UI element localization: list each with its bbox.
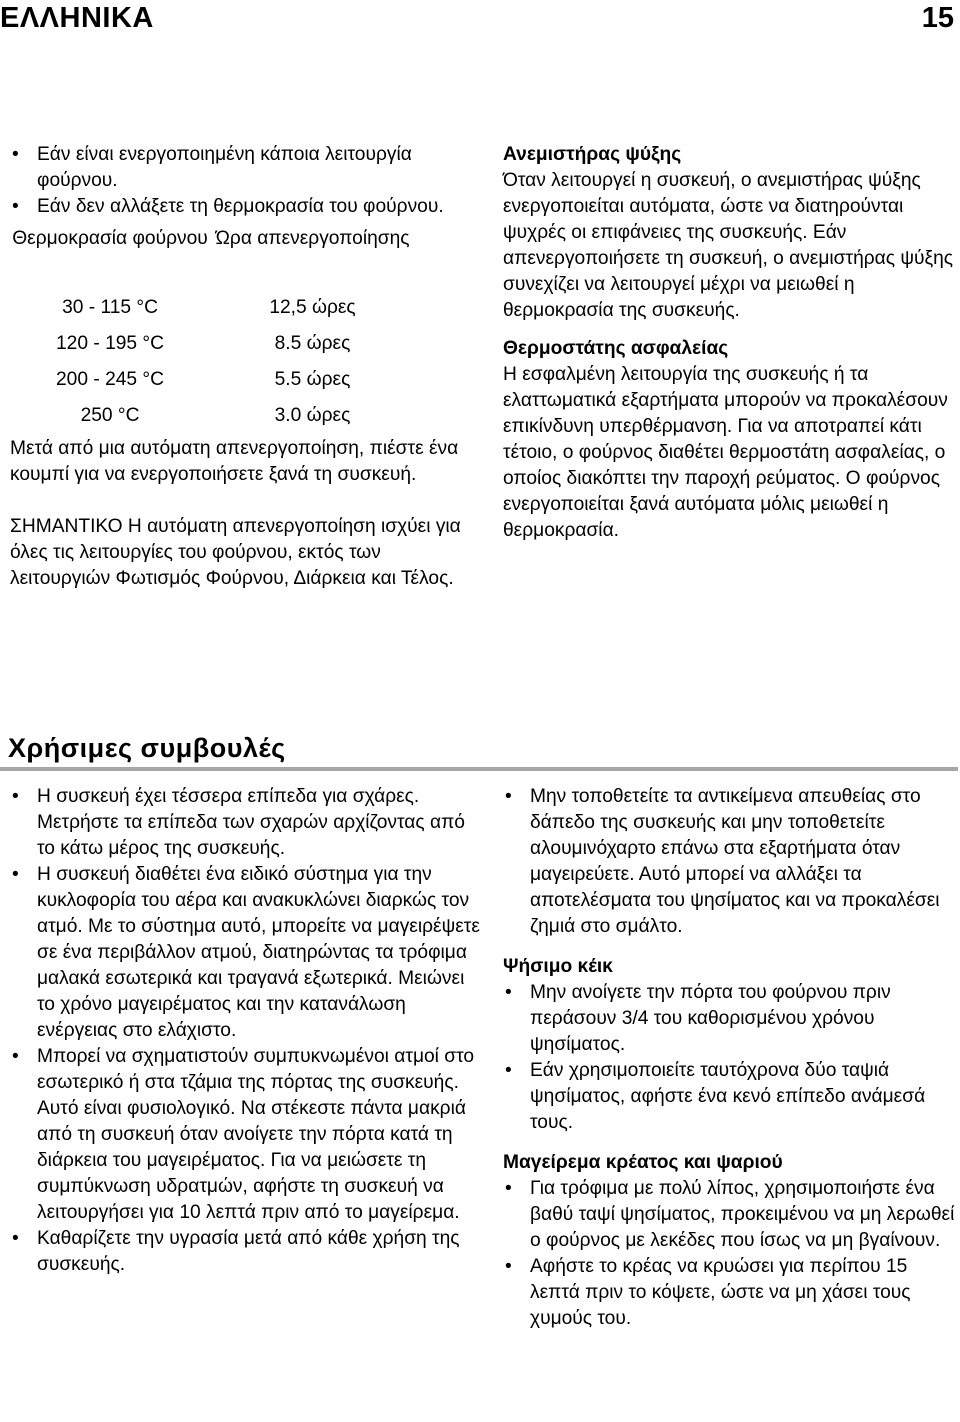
right-bottom-column (503, 784, 958, 1332)
list-item: • Εάν δεν αλλάξετε τη θερμοκρασία του φούρνου. (10, 194, 480, 220)
list-item: • Αφήστε το κρέας να κρυώσει για περίπου 15 λεπτά πριν το κόψετε, ώστε να μη χάσει τους χυμούς του. (503, 1254, 958, 1332)
list-item: • Μπορεί να σχηματιστούν συμπυκνωμένοι ατμοί στο εσωτερικό ή στα τζάμια της πόρτας της συσκευής. Αυτό είναι φυσιολογικό. Να στέκεστε πάντα μακριά από τη συσκευή όταν ανοίγετε την πόρτα κατά τη διάρκεια του μαγειρέματος. Για να μειώσετε τη συμπύκνωση υδρατμών, αφήστε τη συσκευή να λειτουργήσει για 10 λεπτά πριν από το μαγείρεμα. (10, 1044, 480, 1226)
tips-list (10, 784, 480, 1278)
important-note (10, 514, 480, 592)
section-title: Χρήσιμες συμβουλές (8, 733, 286, 763)
table-cell-temp: 120 - 195 °C (56, 333, 164, 354)
list-item: • Η συσκευή διαθέτει ένα ειδικό σύστημα για την κυκλοφορία του αέρα και ανακυκλώνει διαρκώς τον ατμό. Με το σύστημα αυτό, μπορείτε να μαγειρέψετε σε ένα περιβάλλον ατμού, διατηρώντας τα τρόφιμα μαλακά εσωτερικά και τραγανά εξωτερικά. Μειώνει το χρόνο μαγειρέματος και την κατανάλωση ενέργειας στο ελάχιστο. (10, 862, 480, 1044)
meat-fish-list (503, 1176, 958, 1332)
list-item: • Η συσκευή έχει τέσσερα επίπεδα για σχάρες. Μετρήστε τα επίπεδα των σχαρών αρχίζοντας από το κάτω μέρος της συσκευής. (10, 784, 480, 862)
right-top-column (503, 142, 958, 544)
cake-baking-heading: Ψήσιμο κέικ (503, 956, 613, 977)
table-cell-time: 5.5 ώρες (274, 369, 351, 390)
list-item: • Καθαρίζετε την υγρασία μετά από κάθε χρήση της συσκευής. (10, 1226, 480, 1278)
section-helpful-tips (0, 725, 958, 771)
safety-thermostat-heading: Θερμοστάτης ασφαλείας (503, 338, 729, 359)
language-label: ΕΛΛΗΝΙΚΑ (0, 2, 154, 34)
table-cell-time: 8.5 ώρες (274, 333, 351, 354)
table-row (10, 398, 415, 434)
page-number: 15 (921, 2, 954, 34)
table-cell-time: 12,5 ώρες (269, 297, 356, 318)
list-item: • Εάν χρησιμοποιείτε ταυτόχρονα δύο ταψιά ψησίματος, αφήστε ένα κενό επίπεδο ανάμεσά τους. (503, 1058, 958, 1136)
table-cell-temp: 200 - 245 °C (56, 369, 164, 390)
table-cell-temp: 30 - 115 °C (62, 297, 158, 318)
table-header-temperature: Θερμοκρασία φούρνου (12, 228, 208, 249)
table-header-off-time: Ώρα απενεργοποίησης (215, 228, 410, 249)
table-row (10, 362, 415, 398)
page-header (0, 0, 960, 40)
table-row (10, 326, 415, 362)
left-bottom-column (10, 784, 480, 1278)
table-cell-temp: 250 °C (80, 405, 140, 426)
reactivation-paragraph: Μετά από μια αυτόματη απενεργοποίηση, πιέστε ένα κουμπί για να ενεργοποιήσετε ξανά τη συσκευή. (10, 438, 459, 485)
list-item: • Μην ανοίγετε την πόρτα του φούρνου πριν περάσουν 3/4 του καθορισμένου χρόνου ψησίματος. (503, 980, 958, 1058)
tips-list-continued (503, 784, 958, 940)
list-item: • Εάν είναι ενεργοποιημένη κάποια λειτουργία φούρνου. (10, 142, 480, 194)
table-cell-time: 3.0 ώρες (274, 405, 351, 426)
left-top-column (10, 142, 480, 592)
safety-thermostat-text: Η εσφαλμένη λειτουργία της συσκευής ή τα ελαττωματικά εξαρτήματα μπορούν να προκαλέσουν επικίνδυνη υπερθέρμανση. Για να αποτραπεί κάτι τέτοιο, ο φούρνος διαθέτει θερμοστάτη ασφαλείας, ο οποίος διακόπτει την παροχή ρεύματος. Ο φούρνος ενεργοποιείται ξανά αυτόματα μόλις μειωθεί η θερμοκρασία. (503, 364, 948, 541)
list-item: • Για τρόφιμα με πολύ λίπος, χρησιμοποιήστε ένα βαθύ ταψί ψησίματος, προκειμένου να μη λερωθεί ο φούρνος με λεκέδες που ίσως να μη βγαίνουν. (503, 1176, 958, 1254)
important-text: Η αυτόματη απενεργοποίηση ισχύει για όλες τις λειτουργίες του φούρνου, εκτός των λειτουργιών Φωτισμός Φούρνου, Διάρκεια και Τέλος. (10, 516, 461, 589)
auto-off-conditions-list (10, 142, 480, 220)
list-item: • Μην τοποθετείτε τα αντικείμενα απευθείας στο δάπεδο της συσκευής και μην τοποθετείτε αλουμινόχαρτο επάνω στα εξαρτήματα όταν μαγειρεύετε. Αυτό μπορεί να αλλάξει τα αποτελέσματα του ψησίματος και να προκαλέσει ζημιά στο σμάλτο. (503, 784, 958, 940)
cooling-fan-heading: Ανεμιστήρας ψύξης (503, 144, 682, 165)
cooling-fan-text: Όταν λειτουργεί η συσκευή, ο ανεμιστήρας ψύξης ενεργοποιείται αυτόματα, ώστε να διατηρούνται ψυχρές οι επιφάνειες της συσκευής. Εάν απενεργοποιήσετε τη συσκευή, ο ανεμιστήρας ψύξης συνεχίζει να λειτουργεί μέχρι να μειωθεί η θερμοκρασία της συσκευής. (503, 170, 954, 321)
meat-fish-heading: Μαγείρεμα κρέατος και ψαριού (503, 1152, 783, 1173)
auto-off-table (10, 226, 415, 434)
cake-baking-list (503, 980, 958, 1136)
important-label: ΣΗΜΑΝΤΙΚΟ (10, 516, 123, 537)
table-row (10, 290, 415, 326)
